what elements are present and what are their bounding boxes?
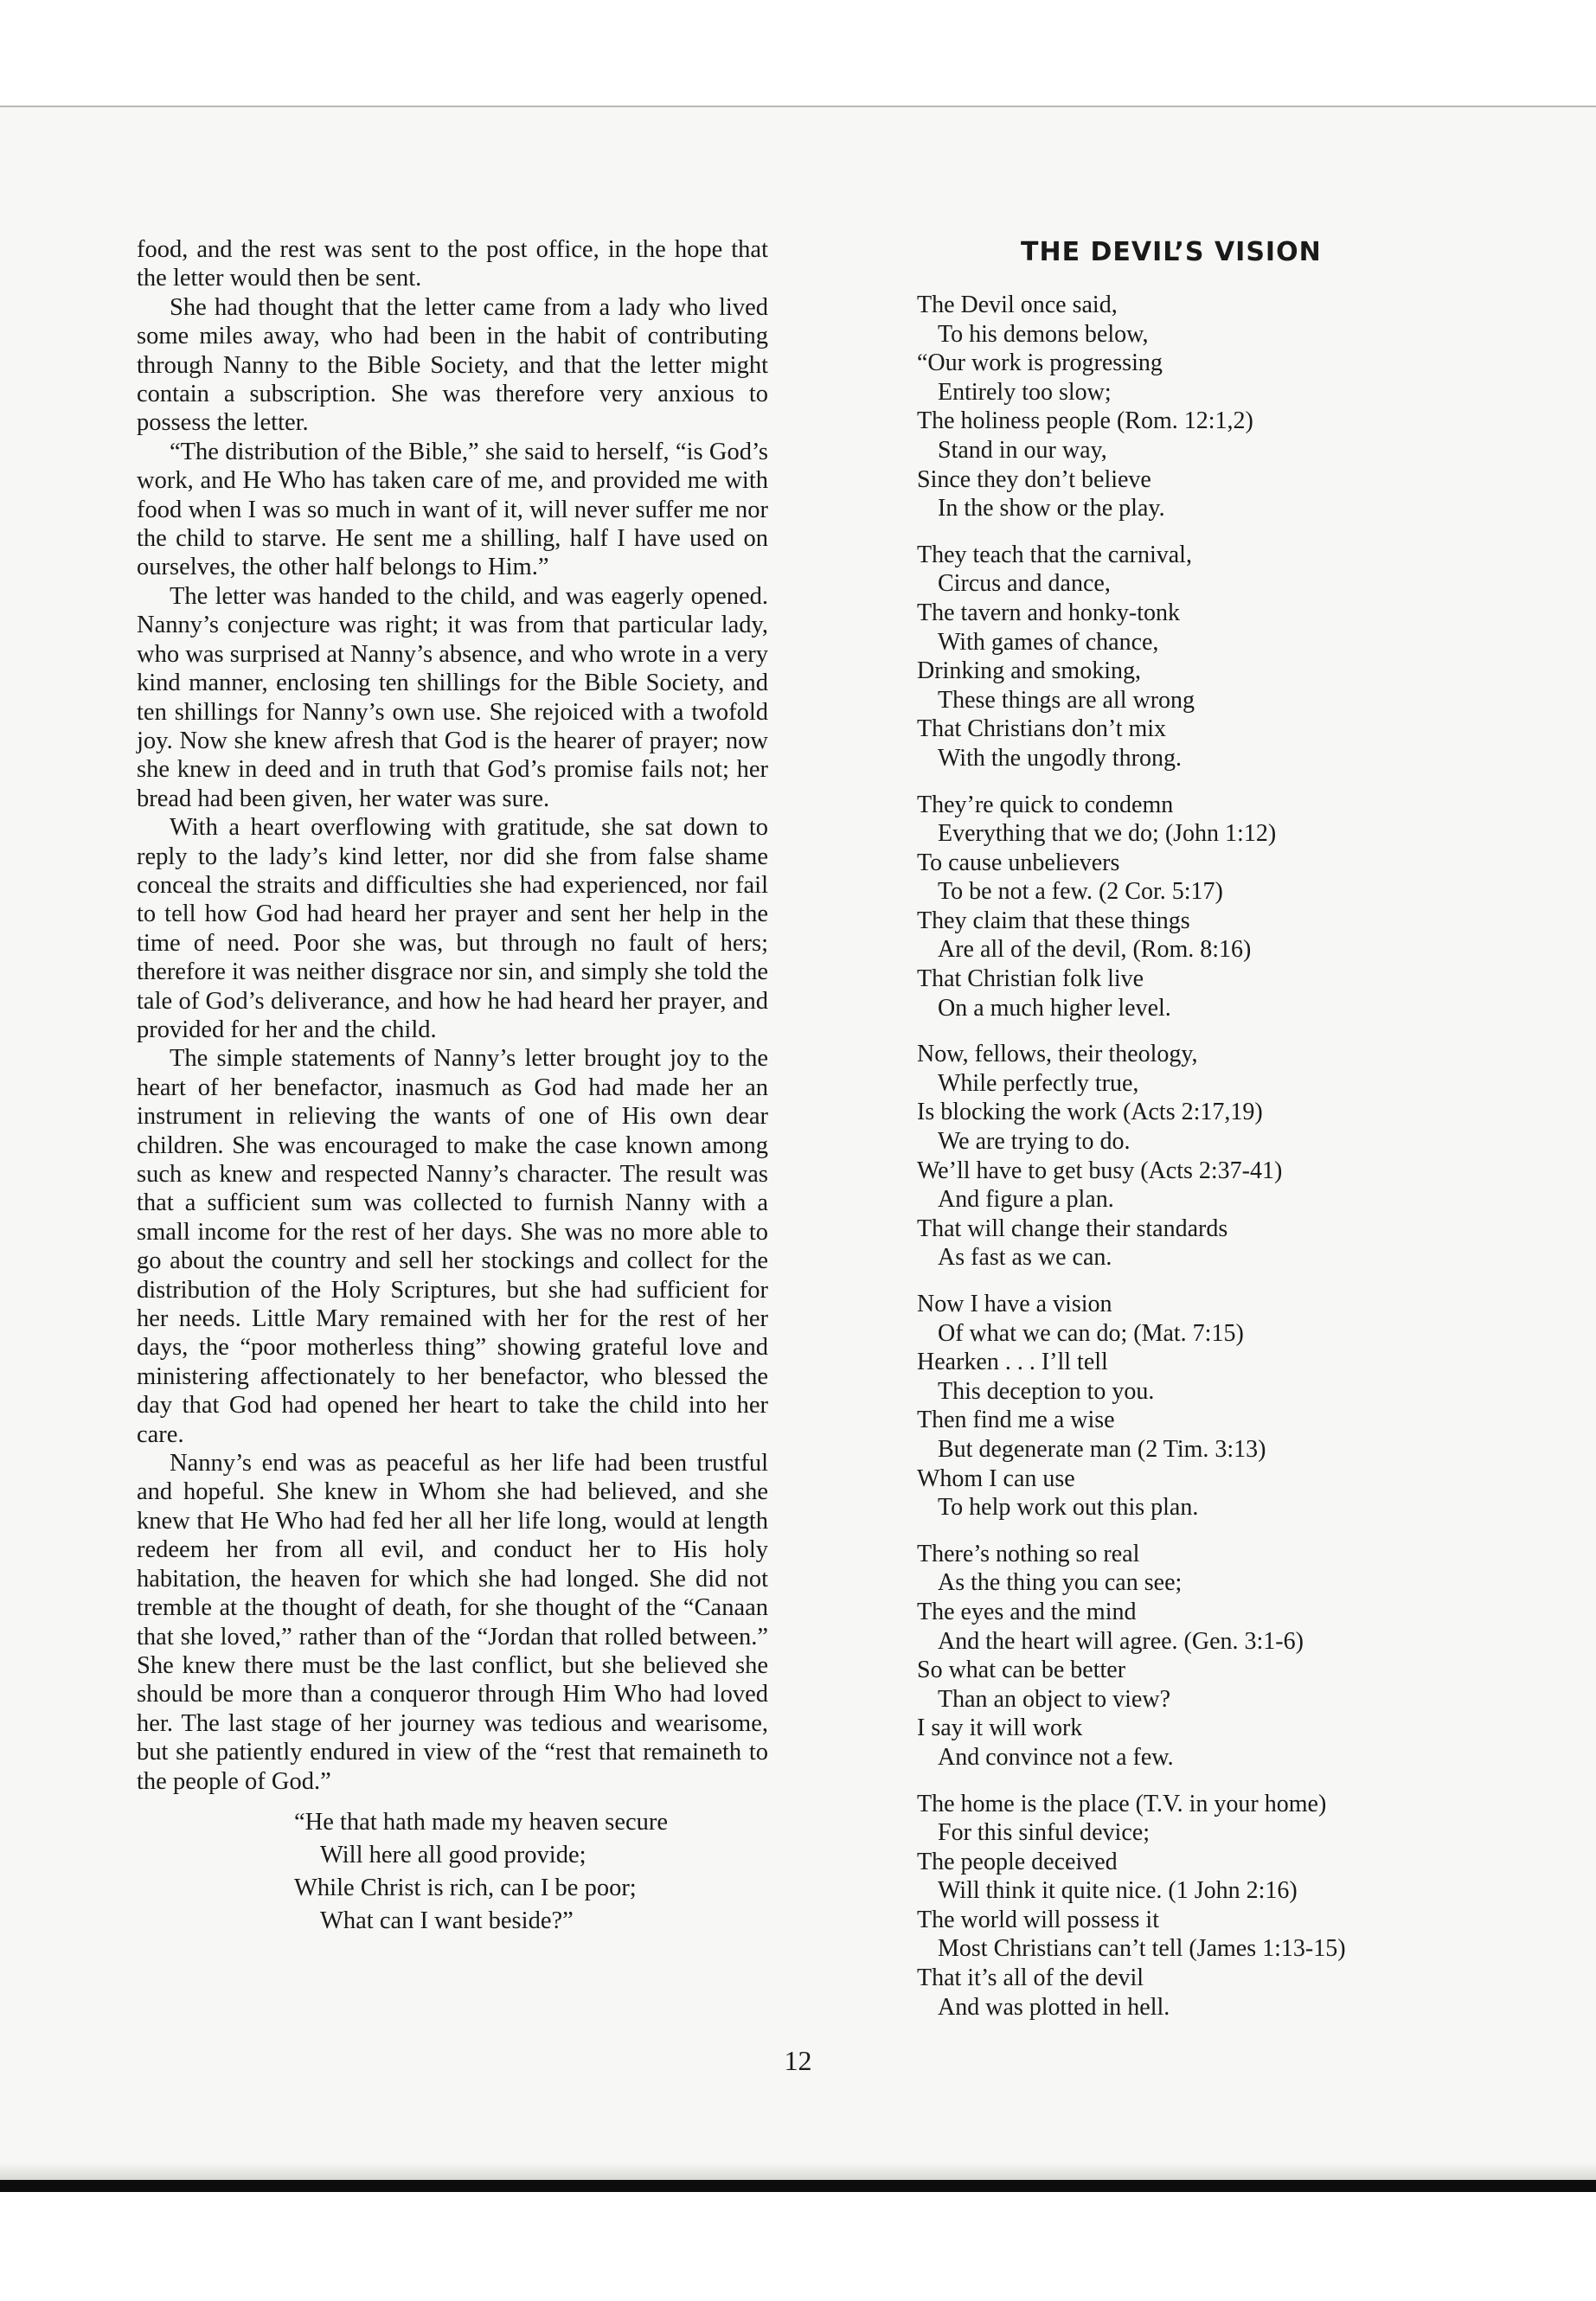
- poem-line: We’ll have to get busy (Acts 2:37-41): [917, 1157, 1283, 1184]
- poem-line: With games of chance,: [938, 628, 1159, 656]
- poem-line: This deception to you.: [938, 1377, 1155, 1405]
- poem-line: I say it will work: [917, 1715, 1083, 1742]
- poem-line: The Devil once said,: [917, 292, 1118, 318]
- scan-bottom-shadow: [0, 2163, 1596, 2180]
- poem-stanza: [917, 1290, 1401, 1522]
- poem-line: Now I have a vision: [917, 1291, 1112, 1317]
- poem-line: But degenerate man (2 Tim. 3:13): [938, 1435, 1266, 1463]
- poem-line: And was plotted in hell.: [938, 1993, 1170, 2021]
- page-number: 12: [784, 2045, 812, 2076]
- scan-bottom-edge: [0, 2180, 1596, 2192]
- paragraph: With a heart overflowing with gratitude, she sat down to reply to the lady’s kind letter, nor did she from false shame conceal the straits and difficulties she had experienced, nor fail to tell how God had heard her prayer and sent her help in the time of need. Poor she was, but through no fault of hers; therefore it was neither disgrace nor sin, and simply she told the tale of God’s deliverance, and how he had heard her prayer, and provided for her and the child.: [137, 814, 768, 1043]
- poem-line: That it’s all of the devil: [917, 1965, 1144, 1992]
- poem-line: We are trying to do.: [938, 1128, 1131, 1156]
- paragraph: The simple statements of Nanny’s letter brought joy to the heart of her benefactor, inasmuch as God had made her an instrument in relieving the wants of one of His own dear children. She was encouraged to make the case known among such as knew and respected Nanny’s character. The result was that a sufficient sum was collected to furnish Nanny with a small income for the rest of her days. She was no more able to go about the country and sell her stockings and collect for the distribution of the Holy Scriptures, but she had sufficient for her needs. Little Mary remained with her for the rest of her days, the “poor motherless thing” showing grateful love and ministering affectionately to her benefactor, who blessed the day that God had opened her heart to take the child into her care.: [137, 1045, 768, 1448]
- poem-stanza: [917, 1040, 1401, 1272]
- hymn-line: What can I want beside?”: [320, 1907, 574, 1934]
- poem-line: Now, fellows, their theology,: [917, 1041, 1198, 1068]
- poem-line: In the show or the play.: [938, 495, 1165, 522]
- hymn-line: “He that hath made my heaven secure: [294, 1808, 669, 1836]
- poem-line: They claim that these things: [917, 907, 1190, 934]
- poem-stanza: [917, 291, 1401, 523]
- poem-line: To his demons below,: [938, 320, 1149, 348]
- poem-line: Then find me a wise: [917, 1407, 1115, 1434]
- poem-line: Since they don’t believe: [917, 465, 1151, 493]
- paragraph: She had thought that the letter came from a lady who lived some miles away, who had been in the habit of contributing through Nanny to the Bible Society, and that the letter might contain a subscription. She was therefore very anxious to possess the letter.: [137, 293, 768, 437]
- hymn-line: While Christ is rich, can I be poor;: [294, 1874, 637, 1901]
- left-column-prose: [137, 235, 768, 1938]
- poem-line: Most Christians can’t tell (James 1:13-15): [938, 1935, 1346, 1963]
- poem-line: There’s nothing so real: [917, 1540, 1140, 1567]
- poem-line: “Our work is progressing: [917, 349, 1163, 377]
- poem-line: And figure a plan.: [938, 1186, 1114, 1214]
- poem-line: So what can be better: [917, 1657, 1126, 1684]
- poem-line: That will change their standards: [917, 1215, 1228, 1242]
- poem-line: On a much higher level.: [938, 994, 1171, 1022]
- poem-line: The holiness people (Rom. 12:1,2): [917, 407, 1253, 435]
- poem-line: Everything that we do; (John 1:12): [938, 820, 1277, 848]
- poem-line: Of what we can do; (Mat. 7:15): [938, 1319, 1244, 1347]
- poem-line: With the ungodly throng.: [938, 744, 1182, 772]
- paragraph: Nanny’s end was as peaceful as her life had been trustful and hopeful. She knew in Whom she had believed, and she knew that He Who had fed her all her life long, would at length redeem her from all evil, and conduct her to His holy habitation, the heaven for which she had longed. She did not tremble at the thought of death, for she thought of the “Canaan that she loved,” rather than of the “Jordan that rolled between.” She knew there must be the last conflict, but she believed she should be more than a conqueror through Him Who had loved her. The last stage of her journey was tedious and wearisome, but she patiently endured in view of the “rest that remaineth to the people of God.”: [137, 1450, 768, 1795]
- poem-line: Is blocking the work (Acts 2:17,19): [917, 1099, 1263, 1126]
- poem-line: They’re quick to condemn: [917, 791, 1174, 818]
- poem-line: These things are all wrong: [938, 686, 1195, 714]
- poem-line: To cause unbelievers: [917, 849, 1120, 876]
- poem-stanza: [917, 1790, 1401, 2022]
- poem-line: Entirely too slow;: [938, 378, 1112, 406]
- poem-stanza: [917, 1540, 1401, 1772]
- right-column-poem: [917, 235, 1401, 2039]
- poem-line: Drinking and smoking,: [917, 657, 1141, 685]
- poem-line: The world will possess it: [917, 1906, 1159, 1933]
- poem-line: For this sinful device;: [938, 1819, 1150, 1847]
- poem-line: The people deceived: [917, 1848, 1118, 1875]
- poem-line: The tavern and honky-tonk: [917, 599, 1181, 626]
- poem-line: And convince not a few.: [938, 1743, 1174, 1771]
- paragraph: “The distribution of the Bible,” she said to herself, “is God’s work, and He Who has taken care of me, and provided me with food when I was so much in want of it, will never suffer me nor the child to starve. He sent me a shilling, half I have used on ourselves, the other half belongs to Him.”: [137, 438, 768, 581]
- poem-stanza: [917, 541, 1401, 773]
- poem-line: The home is the place (T.V. in your home): [917, 1790, 1327, 1817]
- poem-line: That Christian folk live: [917, 965, 1144, 993]
- paragraph: The letter was handed to the child, and was eagerly opened. Nanny’s conjecture was right; it was from that particular lady, who was surprised at Nanny’s absence, and who wrote in a very kind manner, enclosing ten shillings for the Bible Society, and ten shillings for Nanny’s own use. She rejoiced with a twofold joy. Now she knew afresh that God is the hearer of prayer; now she knew in deed and in truth that God’s promise fails not; her bread had been given, her water was sure.: [137, 582, 768, 812]
- poem-title: THE DEVIL’S VISION: [1021, 237, 1322, 267]
- poem-line: Are all of the devil, (Rom. 8:16): [938, 936, 1252, 964]
- poem-line: Stand in our way,: [938, 436, 1107, 464]
- poem-line: To help work out this plan.: [938, 1494, 1199, 1522]
- poem-line: Circus and dance,: [938, 570, 1111, 598]
- poem-line: As the thing you can see;: [938, 1569, 1183, 1597]
- hymn-line: Will here all good provide;: [320, 1841, 586, 1868]
- poem-line: The eyes and the mind: [917, 1598, 1137, 1625]
- poem-line: While perfectly true,: [938, 1069, 1139, 1097]
- poem-line: They teach that the carnival,: [917, 541, 1192, 568]
- poem-line: That Christians don’t mix: [917, 715, 1167, 743]
- poem-line: Whom I can use: [917, 1465, 1075, 1492]
- hymn-quote: [294, 1806, 768, 1938]
- poem-line: And the heart will agree. (Gen. 3:1-6): [938, 1627, 1304, 1655]
- paragraph: food, and the rest was sent to the post office, in the hope that the letter would then be sent.: [137, 236, 768, 292]
- poem-line: Will think it quite nice. (1 John 2:16): [938, 1877, 1298, 1905]
- poem-line: Hearken . . . I’ll tell: [917, 1349, 1108, 1376]
- poem-stanza: [917, 791, 1401, 1023]
- poem-line: To be not a few. (2 Cor. 5:17): [938, 878, 1223, 906]
- poem-line: As fast as we can.: [938, 1244, 1112, 1272]
- poem-line: Than an object to view?: [938, 1685, 1171, 1713]
